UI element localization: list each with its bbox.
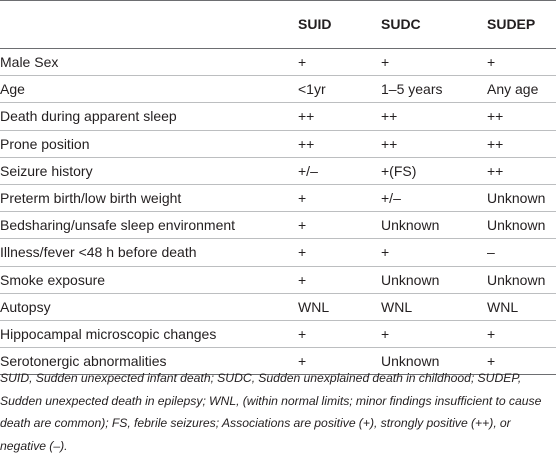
table-row	[0, 212, 556, 239]
suid-value: +	[298, 54, 307, 70]
table-footnote: SUID, Sudden unexpected infant death; SUDC, Sudden unexplained death in childhood; SUDEP, Sudden unexpected death in epilepsy; WNL, (within normal limits; minor findings insufficient to cause death are common); FS, febrile seizures; Associations are positive (+), strongly positive (++), or negative (–).	[0, 371, 542, 453]
sudc-value: +/–	[381, 190, 401, 207]
sudep-value: ++	[487, 135, 504, 152]
sudep-value: ++	[487, 162, 504, 179]
suid-value: ++	[298, 108, 315, 125]
sudc-value: WNL	[381, 298, 413, 315]
row-label: Bedsharing/unsafe sleep environment	[0, 217, 236, 234]
header-cell-suid: SUID	[298, 1, 381, 49]
table-row	[0, 49, 556, 76]
row-label: Smoke exposure	[0, 271, 106, 288]
table-row	[0, 185, 556, 212]
table-row	[0, 76, 556, 103]
suid-value: +	[298, 326, 307, 343]
table-row	[0, 103, 556, 130]
suid-value: +/–	[298, 162, 318, 179]
table-body	[0, 49, 556, 375]
row-label: Age	[0, 81, 25, 98]
sudc-value: 1–5 years	[381, 81, 443, 98]
row-label: Seizure history	[0, 162, 93, 179]
suid-value: +	[298, 190, 307, 207]
row-label: Autopsy	[0, 298, 51, 315]
table-row	[0, 239, 556, 266]
header-cell-sudc: SUDC	[381, 1, 487, 49]
row-label: Preterm birth/low birth weight	[0, 190, 182, 207]
table-row	[0, 157, 556, 184]
header-row	[0, 1, 556, 49]
row-label: Serotonergic abnormalities	[0, 353, 167, 370]
sudc-value: +(FS)	[381, 162, 417, 179]
table-row	[0, 130, 556, 157]
row-label: Male Sex	[0, 54, 59, 70]
sudc-value: +	[381, 326, 390, 343]
sudep-value: Any age	[487, 81, 539, 98]
sudep-value: Unknown	[487, 190, 546, 207]
row-label: Death during apparent sleep	[0, 108, 177, 125]
sudep-value: WNL	[487, 298, 519, 315]
sudep-value: Unknown	[487, 217, 546, 234]
sudc-value: Unknown	[381, 271, 440, 288]
sudc-value: +	[381, 244, 390, 261]
sudep-value: +	[487, 326, 496, 343]
sudep-value: Unknown	[487, 271, 546, 288]
suid-value: +	[298, 217, 307, 234]
sudep-value: –	[487, 244, 495, 261]
sudc-value: +	[381, 54, 390, 70]
row-label: Prone position	[0, 135, 90, 152]
header-cell-sudep: SUDEP	[487, 1, 556, 49]
header-cell-blank	[0, 1, 298, 49]
suid-value: <1yr	[298, 81, 326, 98]
sudep-value: ++	[487, 108, 504, 125]
sudc-value: Unknown	[381, 217, 440, 234]
table-row	[0, 321, 556, 348]
sudep-value: +	[487, 353, 496, 370]
row-label: Illness/fever <48 h before death	[0, 244, 197, 261]
suid-value: +	[298, 271, 307, 288]
sudc-value: ++	[381, 108, 398, 125]
suid-value: WNL	[298, 298, 330, 315]
suid-value: ++	[298, 135, 315, 152]
sudc-value: Unknown	[381, 353, 440, 370]
table-row	[0, 266, 556, 293]
table-row	[0, 293, 556, 320]
suid-value: +	[298, 353, 307, 370]
suid-value: +	[298, 244, 307, 261]
sudc-value: ++	[381, 135, 398, 152]
row-label: Hippocampal microscopic changes	[0, 326, 217, 343]
sudep-value: +	[487, 54, 496, 70]
